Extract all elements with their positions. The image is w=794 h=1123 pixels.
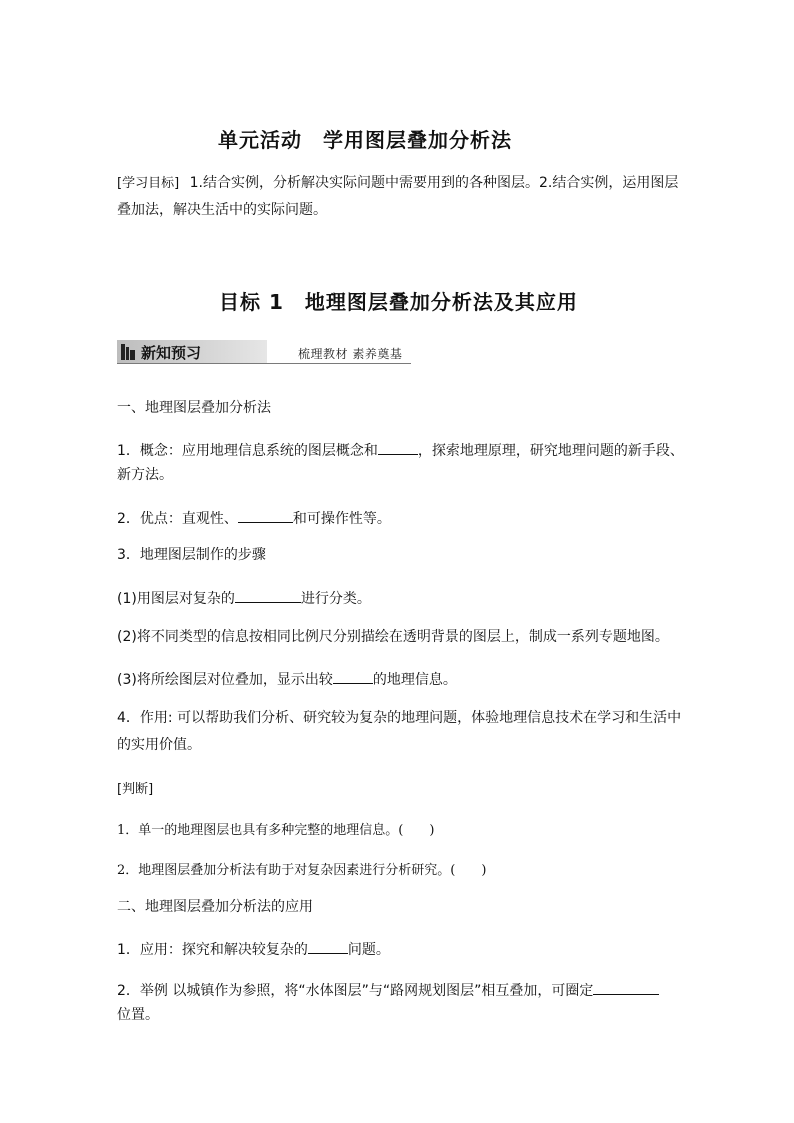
- goal-title: 目标 1 地理图层叠加分析法及其应用: [219, 290, 578, 314]
- s1-step3-post: 的地理信息。: [372, 672, 457, 688]
- s1-step3-pre: (3)将所绘图层对位叠加，显示出较: [117, 672, 333, 688]
- s1-item1-line2: 新方法。: [117, 467, 173, 483]
- s1-item1-post: ，探索地理原理，研究地理问题的新手段、: [417, 443, 684, 459]
- judge-question-1: 1．单一的地理图层也具有多种完整的地理信息。( ): [117, 823, 435, 838]
- s1-item2-pre: 2．优点：直观性、: [117, 511, 238, 527]
- s2-item2-pre: 2．举例 以城镇作为参照，将“水体图层”与“路网规划图层”相互叠加，可圈定: [117, 983, 594, 999]
- section-banner: [117, 340, 411, 364]
- fill-blank: [593, 981, 659, 995]
- s1-step3: [117, 670, 457, 687]
- book-icon: [121, 344, 135, 360]
- section1-heading: 一、地理图层叠加分析法: [117, 400, 271, 416]
- s1-step1-pre: (1)用图层对复杂的: [117, 591, 235, 607]
- judge-label: [判断]: [117, 782, 154, 797]
- s1-item2: [117, 509, 391, 526]
- learning-objectives-line1: [117, 176, 678, 191]
- fill-blank: [235, 589, 301, 603]
- banner-label: 新知预习: [141, 344, 202, 362]
- learning-objectives-line2: 叠加法，解决生活中的实际问题。: [117, 202, 327, 218]
- fill-blank: [238, 509, 293, 523]
- objectives-label: [学习目标]: [117, 176, 180, 191]
- s2-item1-pre: 1．应用：探究和解决较复杂的: [117, 942, 308, 958]
- banner-rule: [117, 363, 411, 364]
- fill-blank: [333, 670, 373, 684]
- s1-item1-line1: [117, 441, 684, 458]
- s2-item1-post: 问题。: [347, 942, 390, 958]
- s1-item4-line1: 4．作用: 可以帮助我们分析、研究较为复杂的地理问题，体验地理信息技术在学习和生活中: [117, 710, 682, 726]
- banner-subtitle: 梳理教材 素养奠基: [298, 347, 403, 361]
- section2-heading: 二、地理图层叠加分析法的应用: [117, 899, 313, 915]
- judge-question-2: 2．地理图层叠加分析法有助于对复杂因素进行分析研究。( ): [117, 863, 487, 878]
- objectives-text-1: 1.结合实例，分析解决实际问题中需要用到的各种图层。2.结合实例，运用图层: [189, 175, 679, 191]
- s1-step2: (2)将不同类型的信息按相同比例尺分别描绘在透明背景的图层上，制成一系列专题地图。: [117, 629, 669, 645]
- page-title: 单元活动 学用图层叠加分析法: [218, 128, 512, 152]
- s1-item4-line2: 的实用价值。: [117, 737, 201, 753]
- s1-item1-pre: 1．概念：应用地理信息系统的图层概念和: [117, 443, 378, 459]
- s1-step1-post: 进行分类。: [300, 591, 371, 607]
- fill-blank: [308, 940, 348, 954]
- s1-item3: 3．地理图层制作的步骤: [117, 547, 266, 563]
- s1-step1: [117, 589, 371, 606]
- s2-item2-line1: [117, 981, 659, 998]
- s2-item1: [117, 940, 390, 957]
- s2-item2-line2: 位置。: [117, 1007, 159, 1023]
- s1-item2-post: 和可操作性等。: [292, 511, 391, 527]
- fill-blank: [378, 441, 418, 455]
